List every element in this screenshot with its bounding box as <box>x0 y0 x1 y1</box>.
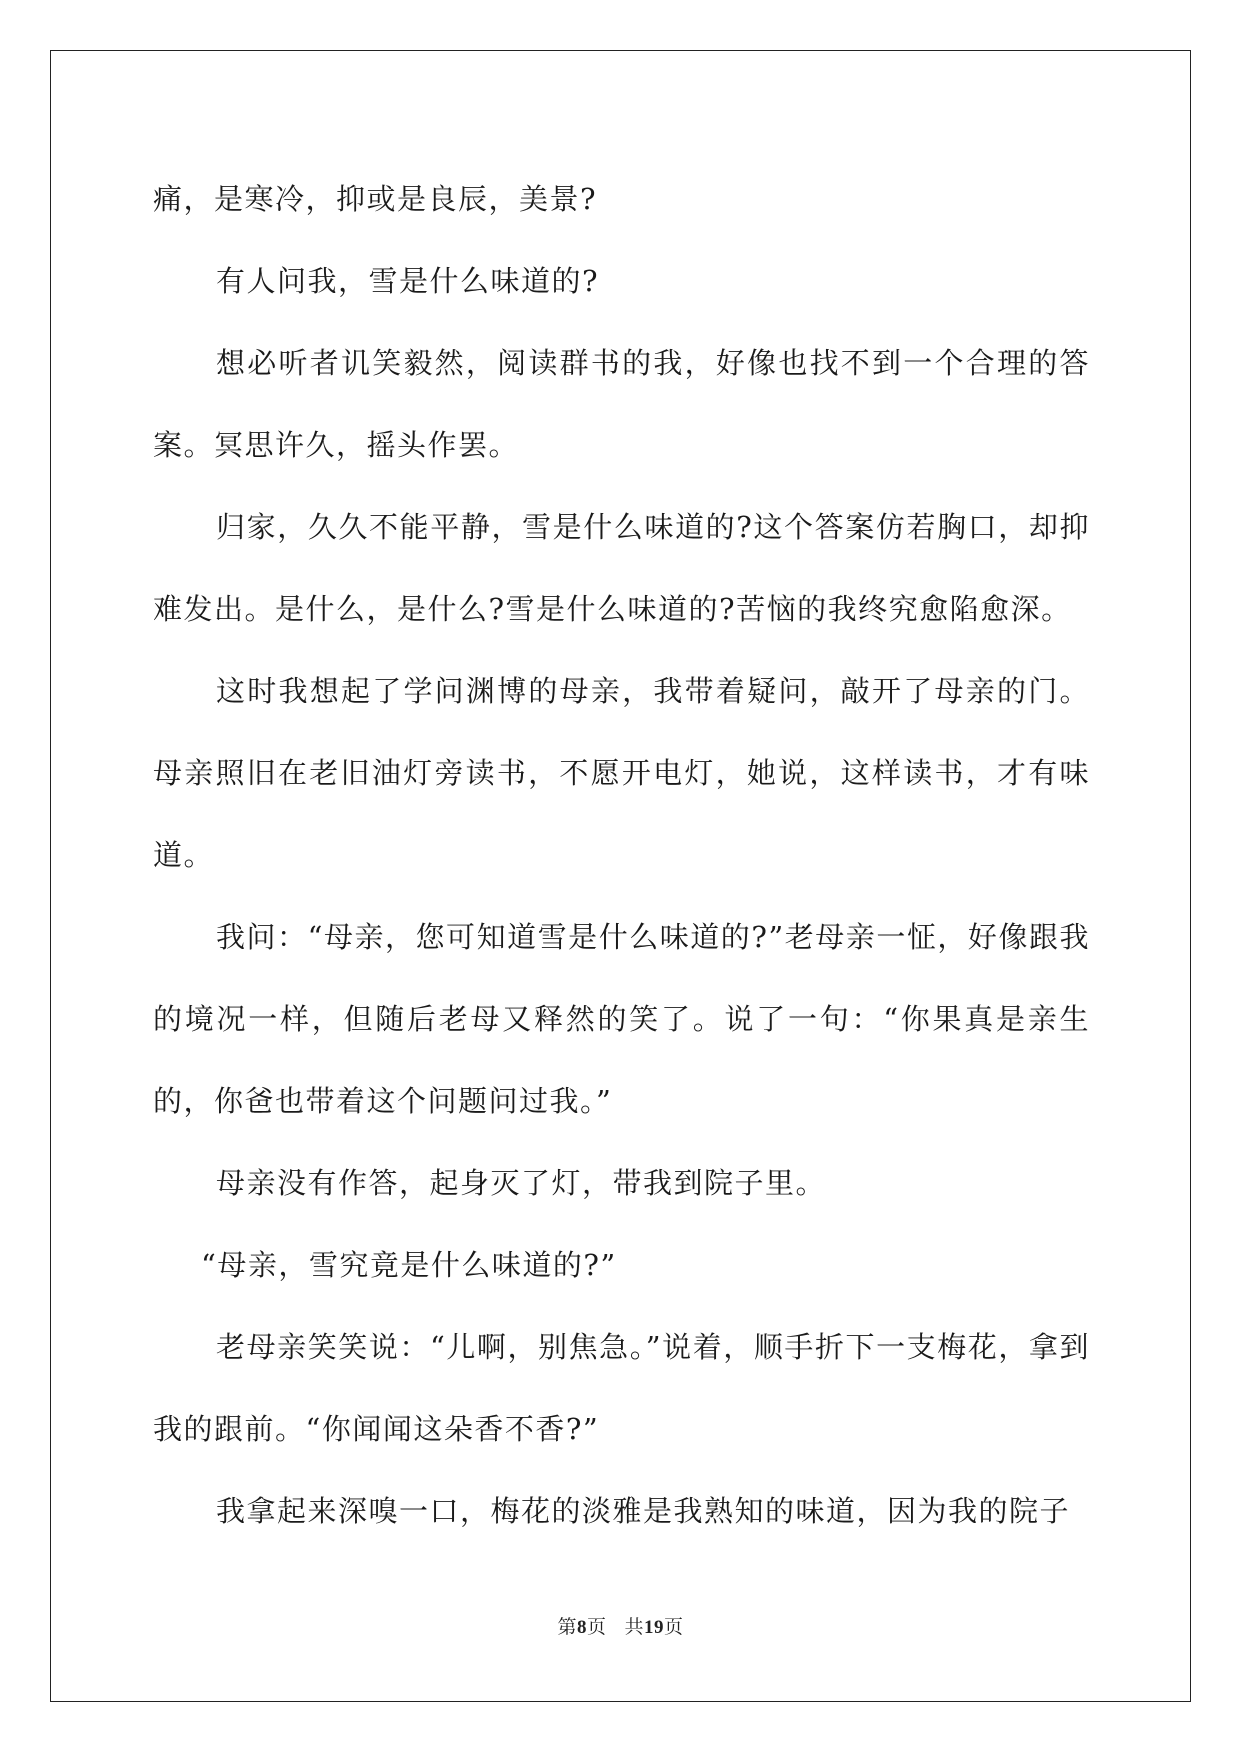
paragraph-2: 有人问我，雪是什么味道的? <box>216 264 600 298</box>
footer-total-prefix: 共 <box>624 1616 645 1638</box>
document-body <box>153 158 1090 1552</box>
footer-page-current: 8 <box>576 1617 587 1638</box>
paragraph-7: 母亲没有作答，起身灭了灯，带我到院子里。 <box>216 1166 827 1200</box>
paragraph-5: 这时我想起了学问渊博的母亲，我带着疑问，敲开了母亲的门。母亲照旧在老旧油灯旁读书，不愿开电灯，她说，这样读书，才有味道。 <box>153 674 1090 872</box>
paragraph-1: 痛，是寒冷，抑或是良辰，美景? <box>153 182 598 216</box>
paragraph-6: 我问：“母亲，您可知道雪是什么味道的?”老母亲一怔，好像跟我的境况一样，但随后老母又释然的笑了。说了一句：“你果真是亲生的，你爸也带着这个问题问过我。” <box>153 920 1090 1118</box>
page-footer <box>0 1612 1241 1639</box>
paragraph-9: 老母亲笑笑说：“儿啊，别焦急。”说着，顺手折下一支梅花，拿到我的跟前。“你闻闻这朵香不香?” <box>153 1330 1090 1446</box>
footer-total-unit: 页 <box>664 1616 684 1638</box>
paragraph-8: “母亲，雪究竟是什么味道的?” <box>201 1248 617 1282</box>
paragraph-3: 想必听者讥笑毅然，阅读群书的我，好像也找不到一个合理的答案。冥思许久，摇头作罢。 <box>153 346 1090 462</box>
paragraph-10: 我拿起来深嗅一口，梅花的淡雅是我熟知的味道，因为我的院子 <box>216 1494 1071 1528</box>
footer-page-total: 19 <box>644 1617 665 1638</box>
footer-page-prefix: 第 <box>557 1616 577 1638</box>
paragraph-4: 归家，久久不能平静，雪是什么味道的?这个答案仿若胸口，却抑难发出。是什么，是什么?雪是什么味道的?苦恼的我终究愈陷愈深。 <box>153 510 1090 626</box>
footer-page-unit: 页 <box>586 1616 607 1638</box>
